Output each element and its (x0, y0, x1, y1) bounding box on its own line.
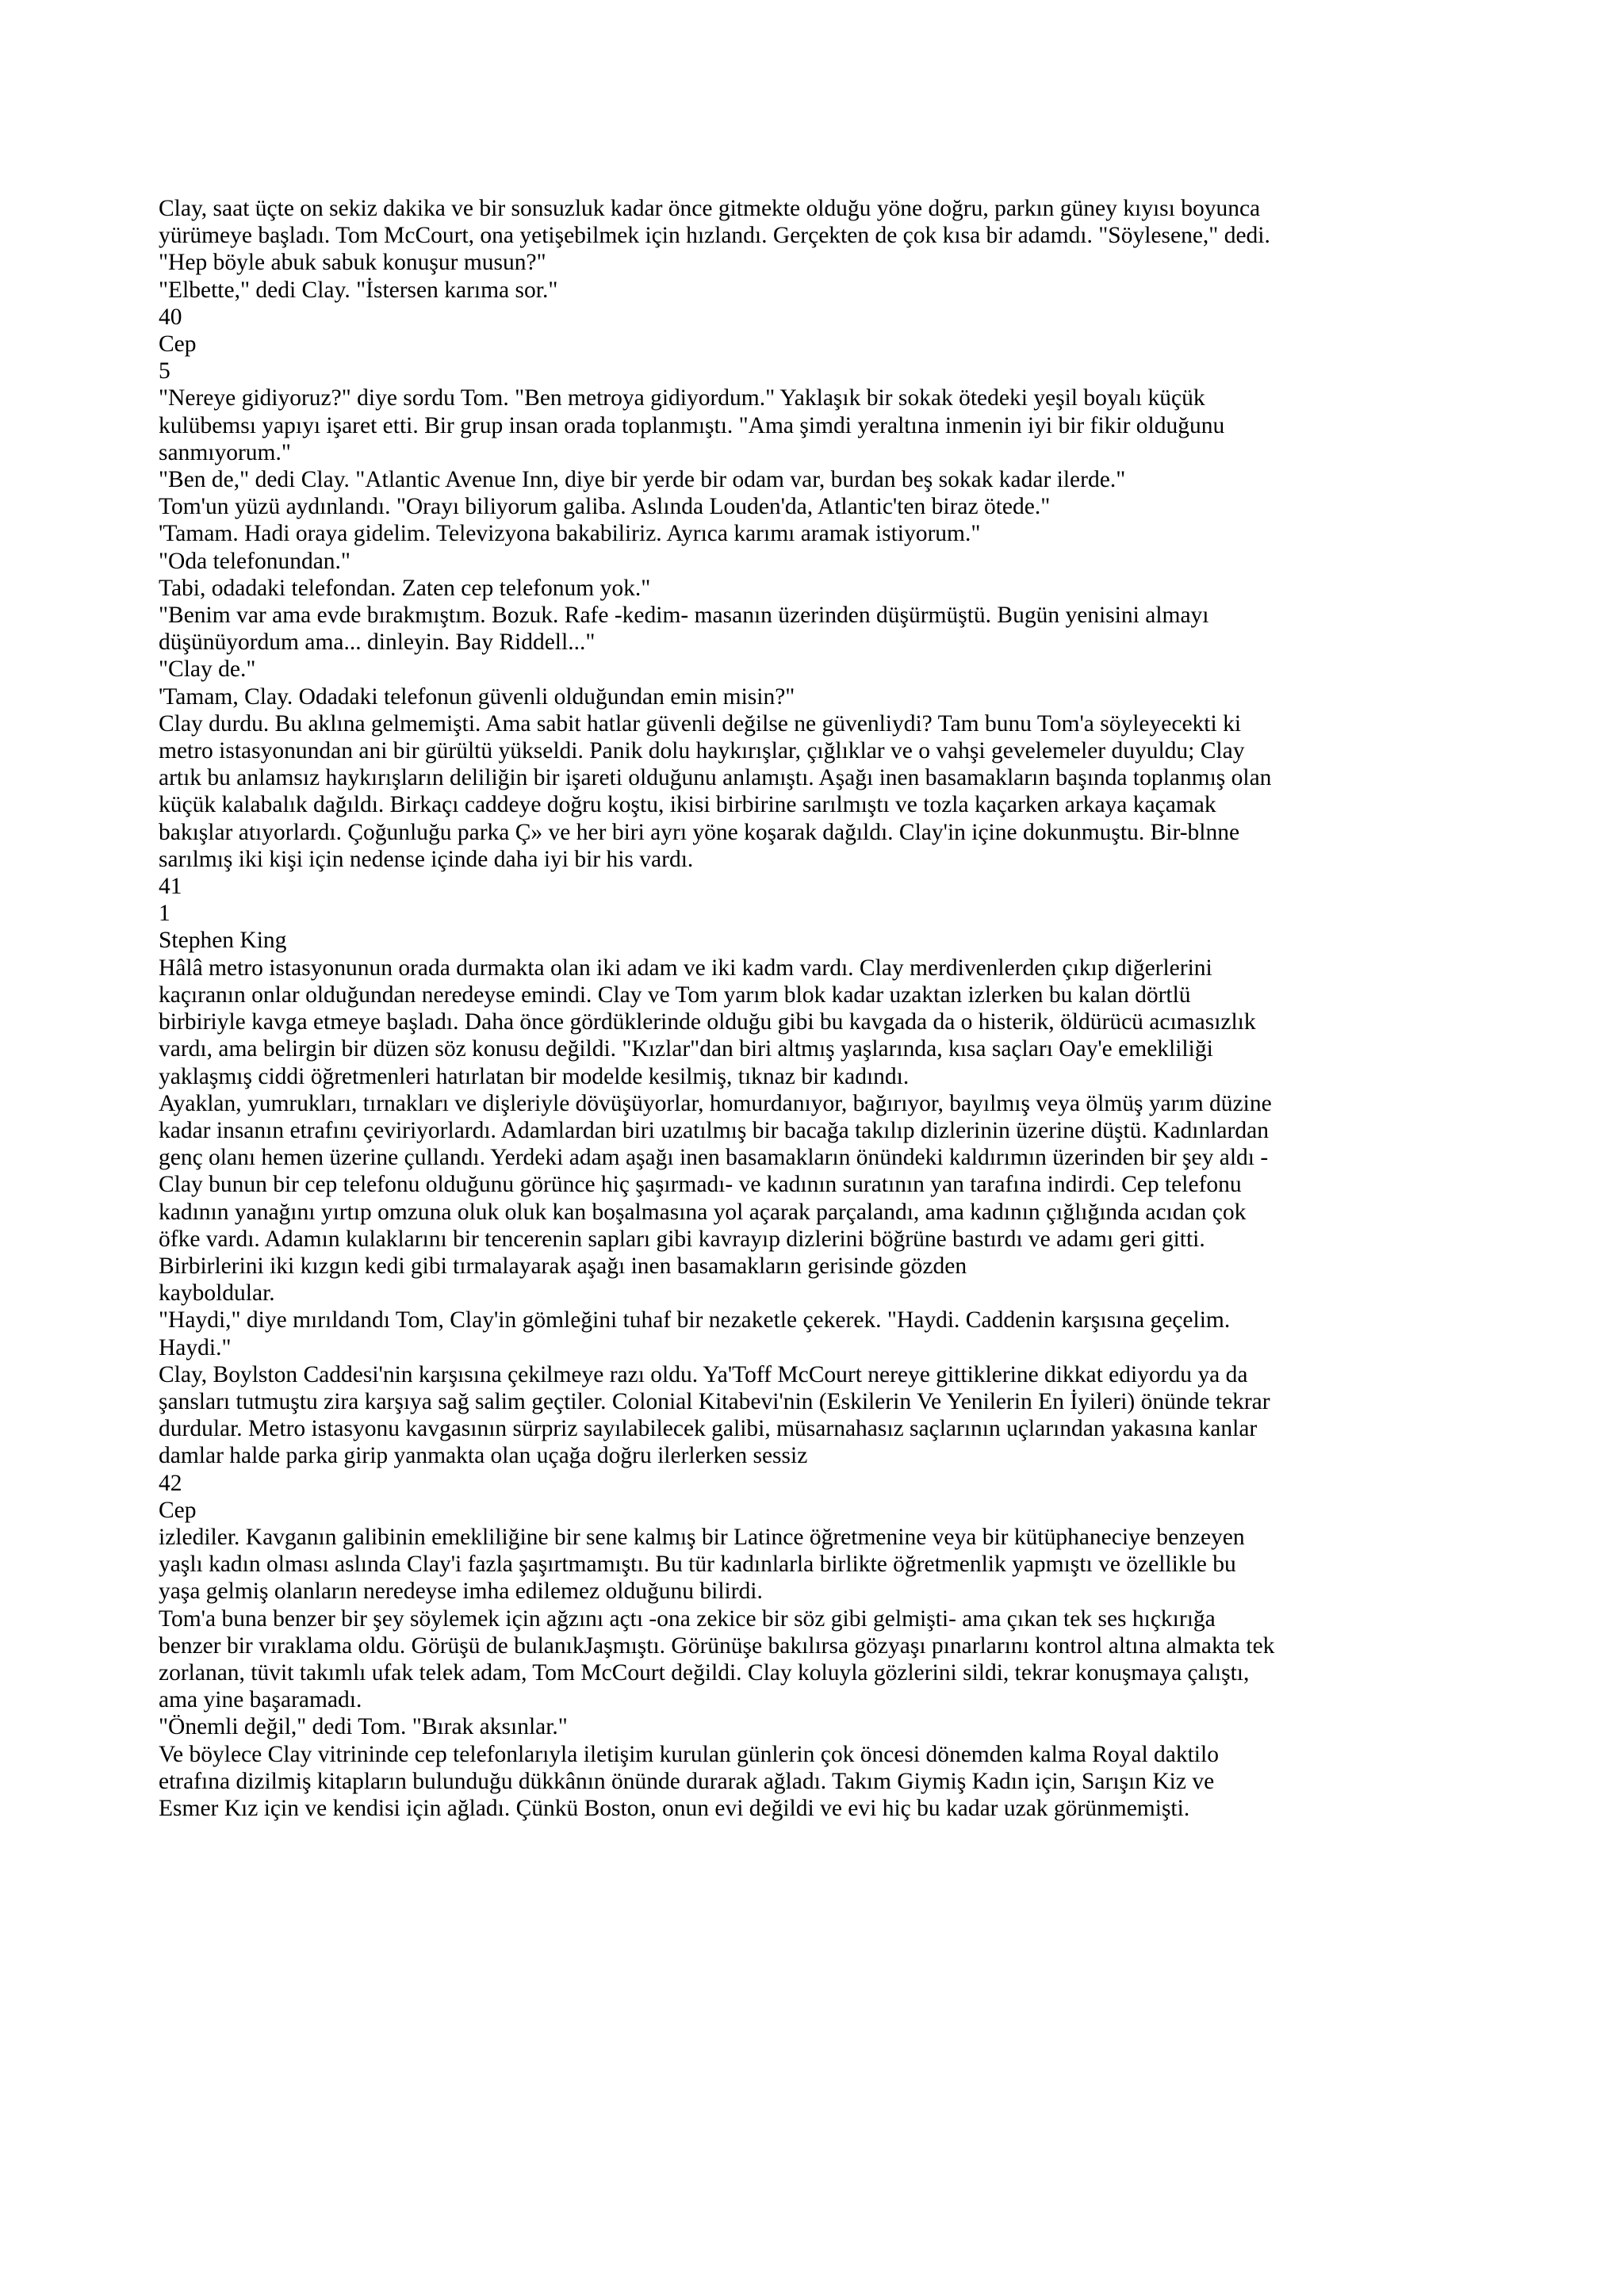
text-line: "Nereye gidiyoruz?" diye sordu Tom. "Ben metroya gidiyordum." Yaklaşık bir sokak ötedeki yeşil boyalı küçük (159, 385, 1205, 411)
text-line: küçük kalabalık dağıldı. Birkaçı caddeye doğru koştu, ikisi birbirine sarılmıştı ve tozla kaçarken arkaya kaçamak (159, 792, 1216, 818)
text-line: Birbirlerini iki kızgın kedi gibi tırmalayarak aşağı inen basamakların gerisinde gözden (159, 1253, 967, 1279)
text-line: "Elbette," dedi Clay. "İstersen karıma sor." (159, 277, 558, 303)
text-line: 'Tamam, Clay. Odadaki telefonun güvenli olduğundan emin misin?" (159, 683, 795, 710)
text-line: yaşlı kadın olması aslında Clay'i fazla şaşırtmamıştı. Bu tür kadınlarla birlikte öğretmenlik yapmıştı ve özellikle bu (159, 1552, 1236, 1578)
running-header: izlediler. Kavganın galibinin emekliliğine bir sene kalmış bir Latince öğretmenine veya bir kütüphaneciye benzeyen (159, 1524, 1245, 1550)
text-line: şansları tutmuştu zira karşıya sağ salim geçtiler. Colonial Kitabevi'nin (Eskilerin Ve Yenilerin En İyileri) önünde tekrar (159, 1388, 1270, 1414)
text-line: "Clay de." (159, 656, 256, 683)
chapter-number: 1 (159, 901, 170, 927)
text-line: Haydi." (159, 1334, 232, 1360)
text-line: öfke vardı. Adamın kulaklarını bir tencerenin sapları gibi kavrayıp dizlerini böğrüne bastırdı ve adamı geri gitti. (159, 1226, 1205, 1252)
text-line: durdular. Metro istasyonu kavgasının sürpriz sayılabilecek galibi, müsarnahasız saçlarının uçlarından yakasına kanlar (159, 1416, 1258, 1442)
text-line: sarılmış iki kişi için nedense içinde daha iyi bir his vardı. (159, 846, 694, 872)
text-line: artık bu anlamsız haykırışların deliliğin bir işareti olduğunu anlamıştı. Aşağı inen basamakların başında toplanmış olan (159, 765, 1272, 791)
text-line: yaşa gelmiş olanların neredeyse imha edilemez olduğunu bilirdi. (159, 1578, 763, 1605)
chapter-number: 5 (159, 358, 170, 385)
text-line: genç olanı hemen üzerine çullandı. Yerdeki adam aşağı inen basamakların önündeki kaldırımın üzerinden bir şey aldı - (159, 1145, 1269, 1171)
page-number: 41 (159, 874, 182, 900)
text-line: Clay, saat üçte on sekiz dakika ve bir sonsuzluk kadar önce gitmekte olduğu yöne doğru, parkın güney kıyısı boyunca (159, 196, 1261, 221)
text-line: sanmıyorum." (159, 439, 291, 465)
text-line: "Ben de," dedi Clay. "Atlantic Avenue Inn, diye bir yerde bir odam var, burdan beş sokak kadar ilerde." (159, 467, 1126, 493)
text-line: Ve böylece Clay vitrininde cep telefonlarıyla iletişim kurulan günlerin çok öncesi dönemden kalma Royal daktilo (159, 1741, 1219, 1767)
page-number: Cep (159, 1497, 197, 1523)
page-number: 40 (159, 304, 182, 330)
text-line: kaçıranın onlar olduğundan neredeyse emindi. Clay ve Tom yarım blok kadar uzaktan izlerken bu kalan dörtlü (159, 982, 1191, 1008)
running-header: Cep (159, 331, 197, 358)
text-line: "Önemli değil," dedi Tom. "Bırak aksınlar." (159, 1714, 568, 1740)
text-line: "Oda telefonundan." (159, 548, 350, 574)
text-line: düşünüyordum ama... dinleyin. Bay Riddell..." (159, 629, 596, 656)
text-line: etrafına dizilmiş kitapların bulunduğu dükkânın önünde durarak ağladı. Takım Giymiş Kadın için, Sarışın Kiz ve (159, 1768, 1215, 1794)
text-line: Clay durdu. Bu aklına gelmemişti. Ama sabit hatlar güvenli değilse ne güvenliydi? Tam bunu Tom'a söyleyecekti ki (159, 710, 1242, 737)
text-line: vardı, ama belirgin bir düzen söz konusu değildi. "Kızlar"dan biri altmış yaşlarında, kısa saçları Oay'e emekliliği (159, 1036, 1213, 1062)
text-line: Esmer Kız için ve kendisi için ağladı. Çünkü Boston, onun evi değildi ve evi hiç bu kadar uzak görünmemişti. (159, 1795, 1190, 1821)
text-line: Clay bunun bir cep telefonu olduğunu görünce hiç şaşırmadı- ve kadının suratının yan tarafına indirdi. Cep telefonu (159, 1172, 1242, 1198)
text-line: Clay, Boylston Caddesi'nin karşısına çekilmeye razı oldu. Ya'Toff McCourt nereye gittiklerine dikkat ediyordu ya da (159, 1361, 1248, 1387)
text-line: benzer bir vıraklama oldu. Görüşü de bulanıkJaşmıştı. Görünüşe bakılırsa gözyaşı pınarlarını kontrol altına almakta tek (159, 1632, 1275, 1659)
text-line: Tom'un yüzü aydınlandı. "Orayı biliyorum galiba. Aslında Louden'da, Atlantic'ten biraz ötede." (159, 494, 1051, 520)
text-line: Tabi, odadaki telefondan. Zaten cep telefonum yok." (159, 575, 651, 601)
text-line: 42 (159, 1470, 182, 1496)
text-line: Ayaklan, yumrukları, tırnakları ve dişleriyle dövüşüyorlar, homurdanıyor, bağırıyor, bayılmış veya ölmüş yarım düzine (159, 1090, 1272, 1116)
text-line: damlar halde parka girip yanmakta olan uçağa doğru ilerlerken sessiz (159, 1443, 808, 1469)
text-line: bakışlar atıyorlardı. Çoğunluğu parka Ç» ve her biri ayrı yöne koşarak dağıldı. Clay'in içine dokunmuştu. Bir-blnne (159, 819, 1240, 845)
text-line: Tom'a buna benzer bir şey söylemek için ağzını açtı -ona zekice bir söz gibi gelmişti- ama çıkan tek ses hıçkırığa (159, 1605, 1216, 1632)
text-line: kadar insanın etrafını çeviriyorlardı. Adamlardan biri uzatılmış bir bacağa takılıp dizlerinin üzerine düştü. Kadınlardan (159, 1117, 1269, 1143)
text-line: 'Tamam. Hadi oraya gidelim. Televizyona bakabiliriz. Ayrıca karımı aramak istiyorum." (159, 521, 981, 547)
text-line: "Haydi," diye mırıldandı Tom, Clay'in gömleğini tuhaf bir nezaketle çekerek. "Haydi. Caddenin karşısına geçelim. (159, 1307, 1231, 1334)
text-line: kayboldular. (159, 1280, 275, 1307)
text-line: birbiriyle kavga etmeye başladı. Daha önce gördüklerinde olduğu gibi bu kavgada da o histerik, öldürücü acımasızlık (159, 1009, 1256, 1035)
document-page (159, 195, 1491, 1822)
running-header: Stephen King (159, 928, 287, 954)
text-line: "Benim var ama evde bırakmıştım. Bozuk. Rafe -kedim- masanın üzerinden düşürmüştü. Bugün yenisini almayı (159, 603, 1209, 629)
text-line: kadının yanağını yırtıp omzuna oluk oluk kan boşalmasına yol açarak parçalandı, ama kadının çığlığında acıdan çok (159, 1199, 1247, 1225)
text-line: ama yine başaramadı. (159, 1687, 362, 1713)
text-line: yürümeye başladı. Tom McCourt, ona yetişebilmek için hızlandı. Gerçekten de çok kısa bir adamdı. "Söylesene," dedi. (159, 223, 1270, 249)
text-line: yaklaşmış ciddi öğretmenleri hatırlatan bir modelde kesilmiş, tıknaz bir kadındı. (159, 1063, 910, 1089)
text-line: "Hep böyle abuk sabuk konuşur musun?" (159, 250, 546, 276)
text-line: Hâlâ metro istasyonunun orada durmakta olan iki adam ve iki kadm vardı. Clay merdivenlerden çıkıp diğerlerini (159, 955, 1212, 981)
text-line: kulübemsı yapıyı işaret etti. Bir grup insan orada toplanmıştı. "Ama şimdi yeraltına inmenin iyi bir fikir olduğunu (159, 412, 1225, 438)
text-line: metro istasyonundan ani bir gürültü yükseldi. Panik dolu haykırışlar, çığlıklar ve o vahşi gevelemeler duyuldu; Clay (159, 738, 1245, 764)
text-line: zorlanan, tüvit takımlı ufak telek adam, Tom McCourt değildi. Clay koluyla gözlerini sildi, tekrar konuşmaya çalıştı, (159, 1659, 1250, 1686)
